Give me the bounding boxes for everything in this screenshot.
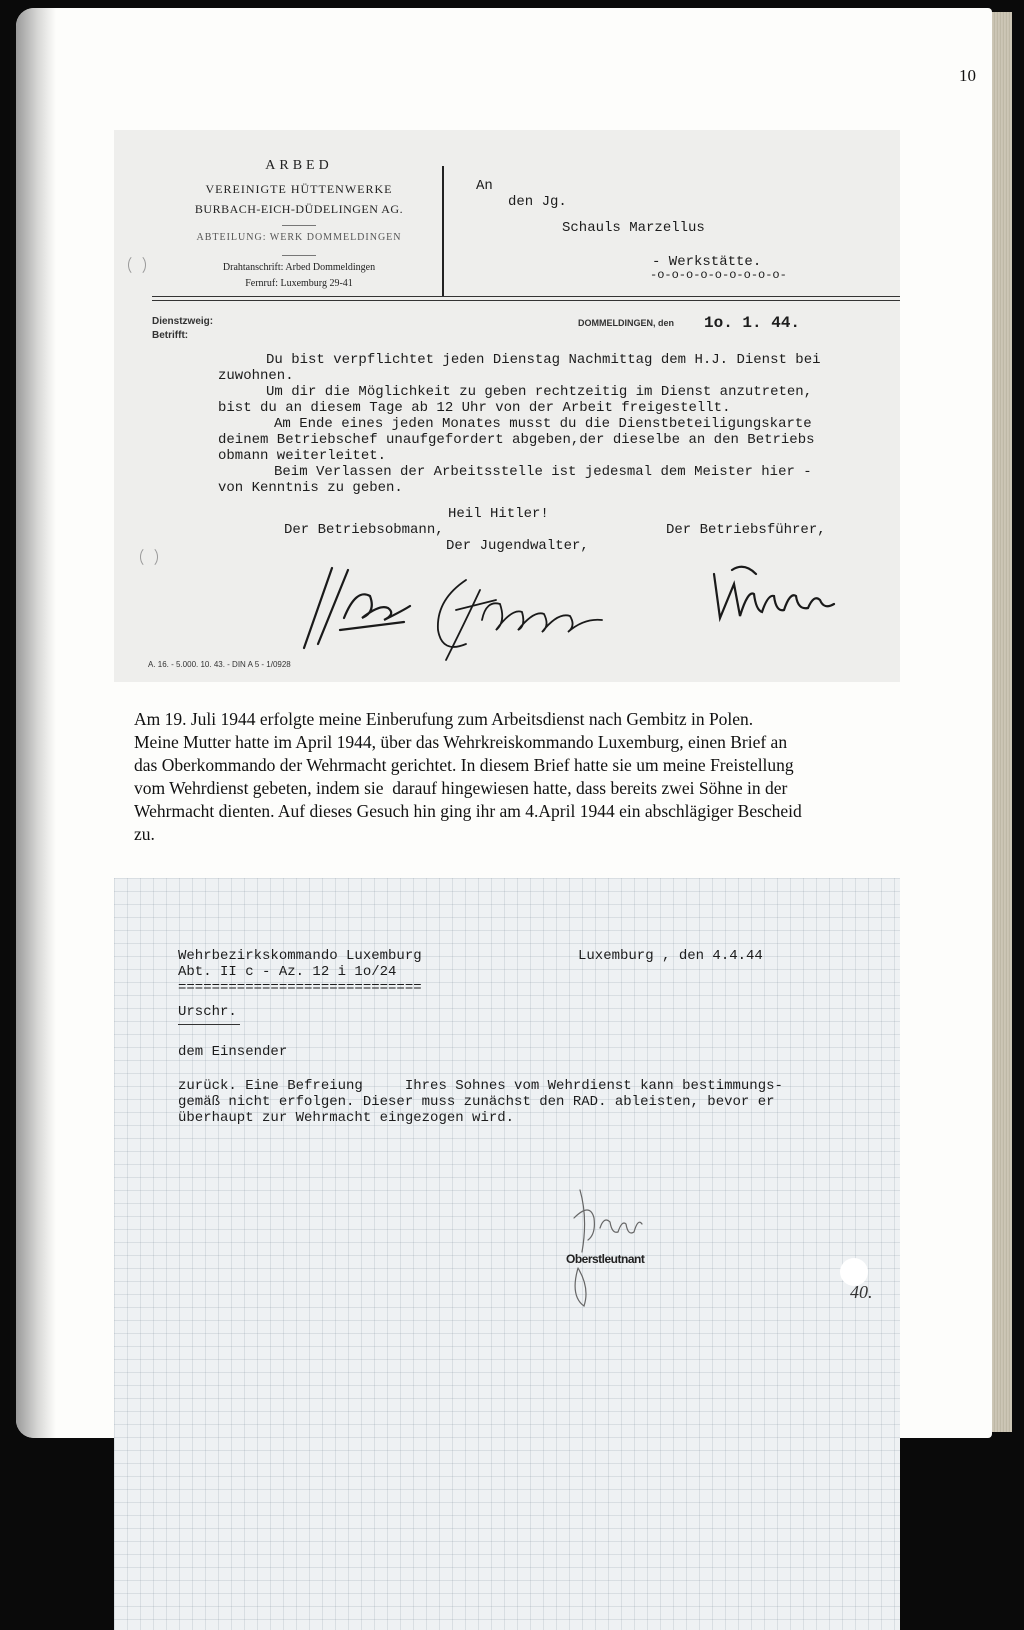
letterhead-divider <box>282 225 316 226</box>
reference-number: Abt. II c - Az. 12 i 1o/24 <box>178 964 397 980</box>
letter-body-line: gemäß nicht erfolgen. Dieser muss zunächst den RAD. ableisten, bevor er <box>178 1094 775 1110</box>
recipient-decoration: -o-o-o-o-o-o-o-o-o- <box>650 268 787 282</box>
letterhead-rule <box>152 300 900 301</box>
recipient-article: den Jg. <box>508 194 567 210</box>
letterhead-divider <box>282 255 316 256</box>
letter-body-line: von Kenntnis zu geben. <box>218 480 403 496</box>
letter-body-line: zurück. Eine Befreiung Ihres Sohnes vom Wehrdienst kann bestimmungs- <box>178 1078 783 1094</box>
letter-body-line: Du bist verpflichtet jeden Dienstag Nachmittag dem H.J. Dienst bei <box>266 352 821 368</box>
narrative-line: Am 19. Juli 1944 erfolgte meine Einberufung zum Arbeitsdienst nach Gembitz in Polen. <box>134 709 754 729</box>
page-number: 10 <box>959 66 976 85</box>
letter-body-line: Am Ende eines jeden Monates musst du die Dienstbeteiligungskarte <box>274 416 812 432</box>
narrative-line: das Oberkommando der Wehrmacht gerichtet. In diesem Brief hatte sie um meine Freistellung <box>134 755 794 775</box>
signature-betriebsfuehrer <box>704 544 844 634</box>
military-reply-letter <box>114 878 900 1630</box>
signatory-betriebsobmann: Der Betriebsobmann, <box>284 522 444 538</box>
label-betrifft: Betrifft: <box>152 330 189 341</box>
letterhead-telegram: Drahtanschrift: Arbed Dommeldingen <box>222 262 376 273</box>
punch-hole-mark <box>128 254 146 276</box>
letterhead-department: ABTEILUNG: WERK DOMMELDINGEN <box>196 232 402 243</box>
signature-jugendwalter <box>426 560 626 670</box>
letter-body-line: überhaupt zur Wehrmacht eingezogen wird. <box>178 1110 515 1126</box>
punch-hole-mark <box>140 546 158 568</box>
letter-body-line: Beim Verlassen der Arbeitsstelle ist jedesmal dem Meister hier - <box>274 464 812 480</box>
divider-line <box>178 1024 240 1025</box>
narrative-line: Meine Mutter hatte im April 1944, über das Wehrkreiskommando Luxemburg, einen Brief an <box>134 732 788 752</box>
reference-underline: ============================= <box>178 980 422 996</box>
letter-date: 1o. 1. 44. <box>704 314 801 332</box>
letterhead-rule <box>152 296 900 297</box>
narrative-line: vom Wehrdienst gebeten, indem sie darauf hingewiesen hatte, dass bereits zwei Söhne in der <box>134 778 788 798</box>
signature-betriebsobmann <box>284 548 424 658</box>
letterhead-company-line1: VEREINIGTE HÜTTENWERKE <box>205 182 393 196</box>
original-mark: Urschr. <box>178 1004 237 1020</box>
signatory-rank: Oberstleutnant <box>566 1252 645 1266</box>
form-number: A. 16. - 5.000. 10. 43. - DIN A 5 - 1/0928 <box>148 660 291 669</box>
letter-body-line: Um dir die Möglichkeit zu geben rechtzeitig im Dienst anzutreten, <box>266 384 813 400</box>
label-place-date: DOMMELDINGEN, den <box>578 318 674 328</box>
letter-greeting: Heil Hitler! <box>448 506 549 522</box>
spine-shadow <box>16 8 56 1438</box>
narrative-line: Wehrmacht dienten. Auf dieses Gesuch hin ging ihr am 4.April 1944 ein abschlägiger Bescheid <box>134 801 802 821</box>
letterhead-vertical-rule <box>442 166 444 296</box>
letterhead-phone: Fernruf: Luxemburg 29-41 <box>245 278 353 289</box>
handwritten-page-mark: 40. <box>850 1282 873 1302</box>
recipient-name: Schauls Marzellus <box>562 220 705 236</box>
addressee: dem Einsender <box>178 1044 288 1060</box>
letter-body-line: deinem Betriebschef unaufgefordert abgeben,der dieselbe an den Betriebs <box>218 432 815 448</box>
letterhead-company-line2: BURBACH-EICH-DÜDELINGEN AG. <box>194 202 404 216</box>
recipient-prefix: An <box>476 178 493 194</box>
letter-place-date: Luxemburg , den 4.4.44 <box>578 948 763 964</box>
signature-oberstleutnant <box>560 1178 680 1308</box>
letter-body-line: zuwohnen. <box>218 368 294 384</box>
letter-body-line: bist du an diesem Tage ab 12 Uhr von der Arbeit freigestellt. <box>218 400 731 416</box>
label-dienstzweig: Dienstzweig: <box>152 316 214 327</box>
narrative-line: zu. <box>134 824 155 844</box>
arbed-letter <box>114 130 900 682</box>
letter-body-line: obmann weiterleitet. <box>218 448 387 464</box>
book-page-edges <box>990 12 1012 1432</box>
signatory-jugendwalter: Der Jugendwalter, <box>446 538 589 554</box>
signatory-betriebsfuehrer: Der Betriebsführer, <box>666 522 826 538</box>
narrative-paragraph <box>134 708 902 846</box>
letterhead-company-short: ARBED <box>265 158 333 173</box>
recipient-department: - Werkstätte. <box>652 254 762 270</box>
sender-office: Wehrbezirkskommando Luxemburg <box>178 948 422 964</box>
